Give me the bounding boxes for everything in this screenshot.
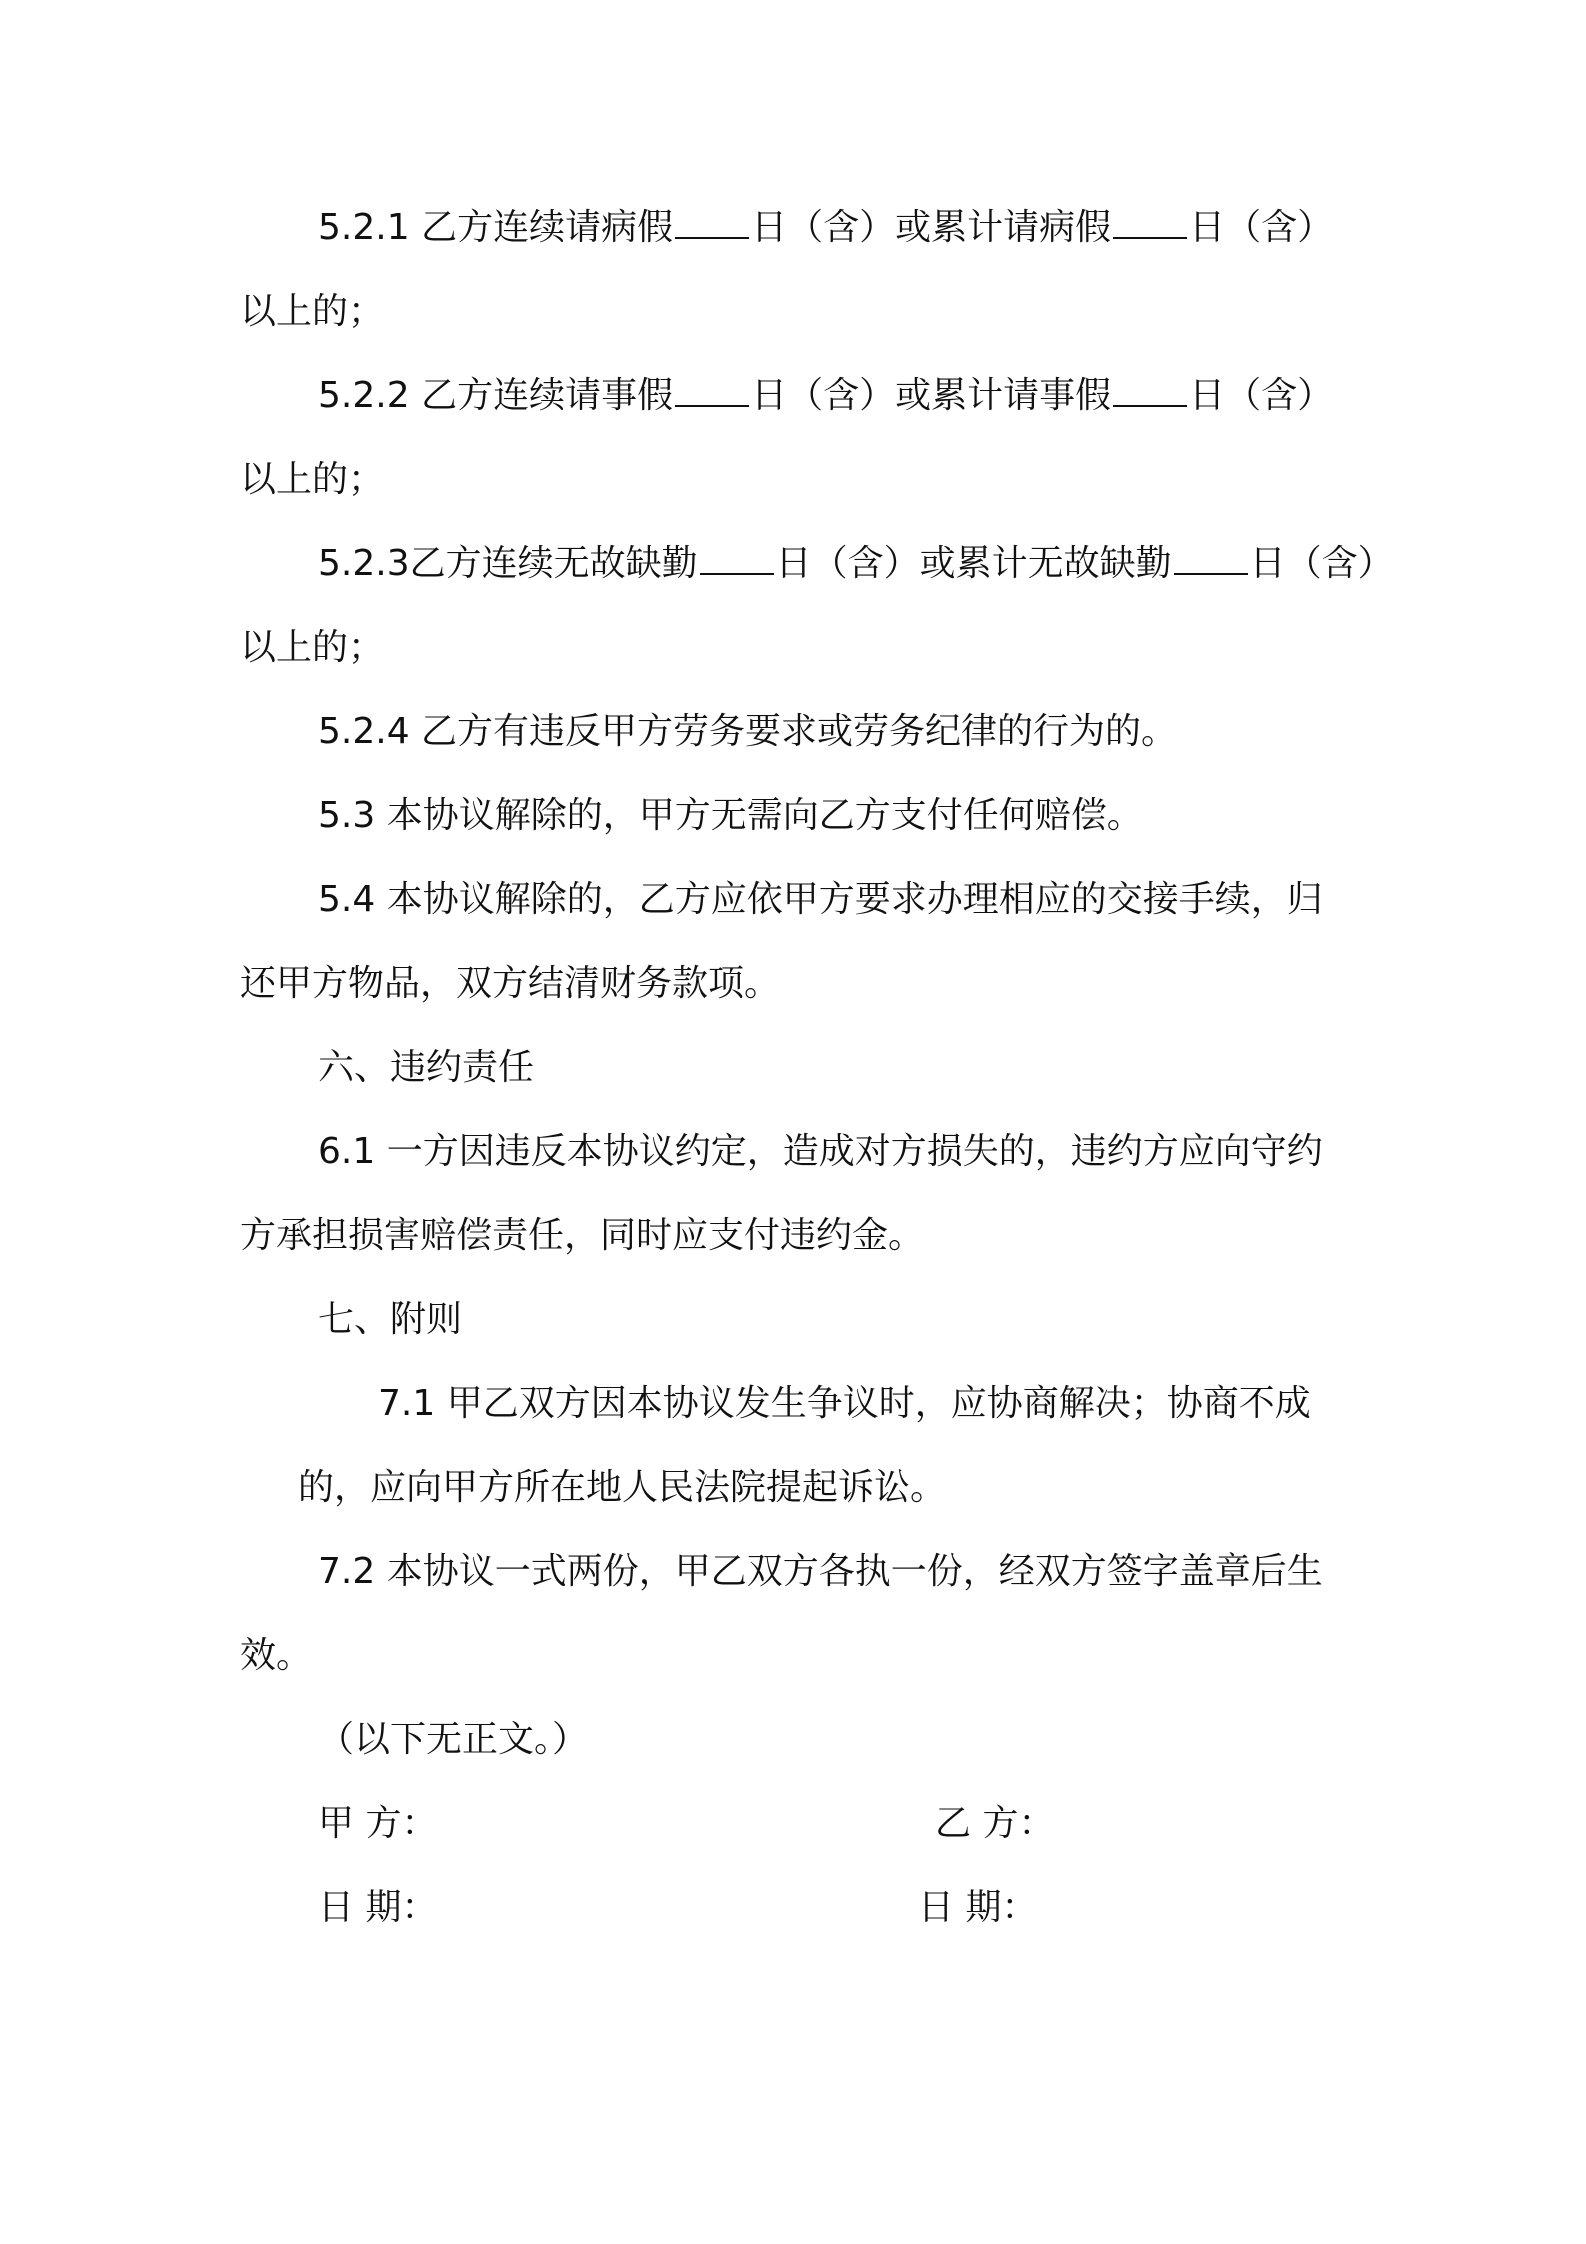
date-a-label: 日 期：: [318, 1887, 438, 1928]
section-heading-7: 七、附则: [318, 1299, 463, 1340]
fill-blank: [1174, 543, 1248, 575]
clause-text: 乙方连续请病假: [421, 207, 674, 248]
clause-5-4-line2: 还甲方物品，双方结清财务款项。: [240, 963, 781, 1004]
clause-5-2-3: [240, 522, 1394, 606]
clause-text: 日（含）: [1189, 207, 1334, 248]
clause-text: 乙方连续请事假: [421, 375, 674, 416]
section-heading-6: 六、违约责任: [318, 1047, 535, 1088]
clause-5-4-line1: 5.4 本协议解除的，乙方应依甲方要求办理相应的交接手续，归: [318, 879, 1323, 920]
fill-blank: [675, 207, 749, 239]
clause-number: 5.2.1: [318, 207, 410, 248]
clause-text: 日（含）: [1249, 543, 1394, 584]
fill-blank: [1113, 207, 1187, 239]
clause-5-3: 5.3 本协议解除的，甲方无需向乙方支付任何赔偿。: [318, 795, 1143, 836]
clause-number: 5.2.2: [318, 375, 410, 416]
clause-7-2-line2: 效。: [240, 1635, 313, 1676]
party-a-label: 甲 方：: [318, 1803, 438, 1844]
clause-6-1-line2: 方承担损害赔偿责任，同时应支付违约金。: [240, 1215, 925, 1256]
clause-text: 日（含）或累计请病假: [751, 207, 1112, 248]
fill-blank: [700, 543, 774, 575]
clause-5-2-1-cont: 以上的；: [240, 291, 385, 332]
clause-6-1-line1: 6.1 一方因违反本协议约定，造成对方损失的，违约方应向守约: [318, 1131, 1323, 1172]
clause-text: 日（含）或累计请事假: [751, 375, 1112, 416]
signature-row-dates: [240, 1866, 1350, 1950]
clause-7-2-line1: 7.2 本协议一式两份，甲乙双方各执一份，经双方签字盖章后生: [318, 1551, 1323, 1592]
clause-5-2-4: 5.2.4 乙方有违反甲方劳务要求或劳务纪律的行为的。: [318, 711, 1178, 752]
clause-5-2-1: [240, 186, 1350, 270]
date-b-label: 日 期：: [918, 1887, 1038, 1928]
end-note: （以下无正文。）: [318, 1719, 589, 1760]
clause-5-2-2: [240, 354, 1350, 438]
clause-number: 5.2.3: [318, 543, 410, 584]
clause-5-2-2-cont: 以上的；: [240, 459, 385, 500]
clause-text: 日（含）: [1189, 375, 1334, 416]
clause-7-1-line1: 7.1 甲乙双方因本协议发生争议时，应协商解决；协商不成: [378, 1383, 1311, 1424]
clause-7-1-line2: 的，应向甲方所在地人民法院提起诉讼。: [298, 1467, 947, 1508]
clause-text: 乙方连续无故缺勤: [409, 543, 698, 584]
signature-row-parties: [240, 1782, 1350, 1866]
document-body: [240, 186, 1394, 1950]
clause-5-2-3-cont: 以上的；: [240, 627, 385, 668]
clause-text: 日（含）或累计无故缺勤: [775, 543, 1172, 584]
fill-blank: [1113, 375, 1187, 407]
party-b-label: 乙 方：: [935, 1803, 1055, 1844]
fill-blank: [675, 375, 749, 407]
